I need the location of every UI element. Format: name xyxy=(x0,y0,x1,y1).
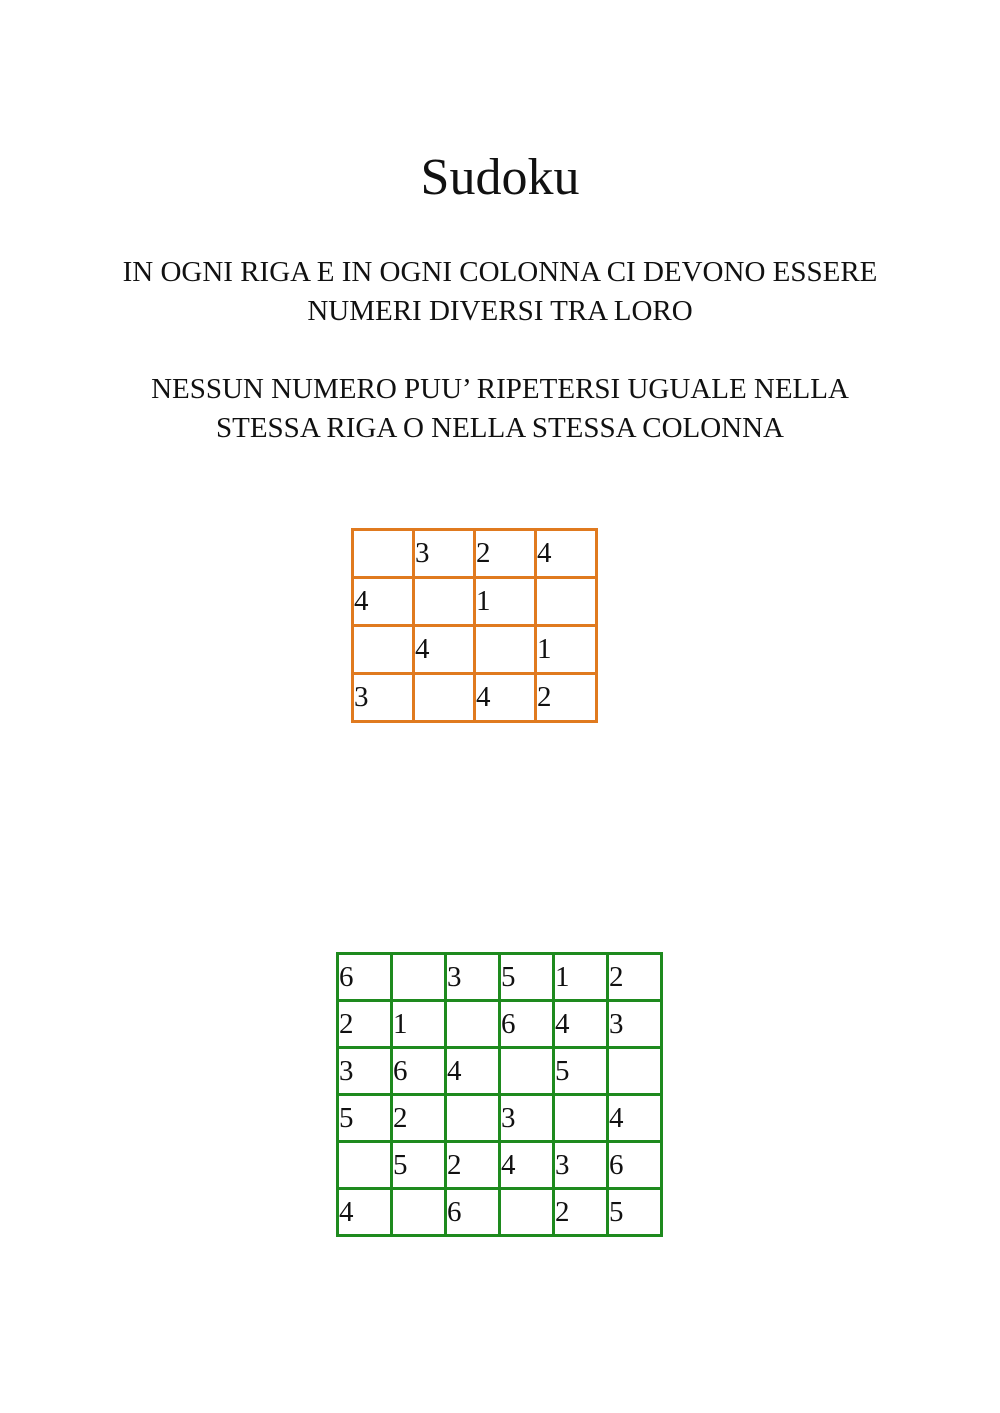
grid4-cell[interactable]: 3 xyxy=(353,674,414,722)
grid6-cell[interactable]: 2 xyxy=(554,1189,608,1236)
grid6-cell[interactable] xyxy=(338,1142,392,1189)
grid6-cell[interactable]: 5 xyxy=(500,954,554,1001)
grid4-cell[interactable]: 4 xyxy=(475,674,536,722)
grid6-cell[interactable] xyxy=(500,1048,554,1095)
page-title: Sudoku xyxy=(420,149,580,206)
grid6-cell[interactable]: 3 xyxy=(608,1001,662,1048)
grid6-cell[interactable]: 4 xyxy=(446,1048,500,1095)
rule-1-line-2: NUMERI DIVERSI TRA LORO xyxy=(307,295,693,327)
grid4-cell[interactable]: 4 xyxy=(353,578,414,626)
grid6-cell[interactable] xyxy=(500,1189,554,1236)
grid6-row xyxy=(338,1048,662,1095)
grid6-cell[interactable]: 3 xyxy=(338,1048,392,1095)
grid6-cell[interactable]: 6 xyxy=(392,1048,446,1095)
grid6-cell[interactable]: 5 xyxy=(392,1142,446,1189)
grid6-cell[interactable]: 4 xyxy=(554,1001,608,1048)
grid6-cell[interactable]: 1 xyxy=(554,954,608,1001)
grid6-cell[interactable]: 5 xyxy=(338,1095,392,1142)
grid4-cell[interactable]: 2 xyxy=(536,674,597,722)
grid6-cell[interactable] xyxy=(608,1048,662,1095)
grid6-cell[interactable]: 6 xyxy=(500,1001,554,1048)
grid6-cell[interactable]: 4 xyxy=(500,1142,554,1189)
rule-1-line-1: IN OGNI RIGA E IN OGNI COLONNA CI DEVONO ESSERE xyxy=(122,256,878,288)
grid4-cell[interactable] xyxy=(536,578,597,626)
grid4-cell[interactable] xyxy=(353,530,414,578)
grid6-cell[interactable]: 3 xyxy=(446,954,500,1001)
grid6-cell[interactable]: 2 xyxy=(392,1095,446,1142)
grid4-cell[interactable]: 1 xyxy=(536,626,597,674)
grid6-cell[interactable]: 5 xyxy=(608,1189,662,1236)
grid4-cell[interactable]: 2 xyxy=(475,530,536,578)
grid6-cell[interactable]: 2 xyxy=(338,1001,392,1048)
grid6-cell[interactable] xyxy=(554,1095,608,1142)
grid6-row xyxy=(338,954,662,1001)
grid4-row xyxy=(353,578,597,626)
grid4-row xyxy=(353,530,597,578)
sudoku-grid-6x6 xyxy=(336,952,663,1237)
sudoku-grid-4x4 xyxy=(351,528,598,723)
grid6-cell[interactable] xyxy=(446,1001,500,1048)
grid4-row xyxy=(353,626,597,674)
grid4-cell[interactable]: 3 xyxy=(414,530,475,578)
rule-2 xyxy=(0,370,1000,448)
rule-1 xyxy=(0,253,1000,331)
grid6-row xyxy=(338,1142,662,1189)
grid6-cell[interactable]: 5 xyxy=(554,1048,608,1095)
grid6-cell[interactable]: 2 xyxy=(608,954,662,1001)
grid6-cell[interactable]: 1 xyxy=(392,1001,446,1048)
grid6-cell[interactable]: 3 xyxy=(554,1142,608,1189)
grid4-cell[interactable] xyxy=(475,626,536,674)
rule-2-line-1: NESSUN NUMERO PUU’ RIPETERSI UGUALE NELLA xyxy=(151,373,849,405)
grid6-cell[interactable]: 6 xyxy=(338,954,392,1001)
grid4-cell[interactable]: 1 xyxy=(475,578,536,626)
grid6-cell[interactable]: 6 xyxy=(608,1142,662,1189)
grid4-cell[interactable]: 4 xyxy=(536,530,597,578)
grid6-cell[interactable] xyxy=(392,954,446,1001)
grid6-cell[interactable] xyxy=(446,1095,500,1142)
grid6-row xyxy=(338,1001,662,1048)
grid6-cell[interactable]: 4 xyxy=(608,1095,662,1142)
grid6-row xyxy=(338,1189,662,1236)
grid6-cell[interactable]: 3 xyxy=(500,1095,554,1142)
grid6-cell[interactable] xyxy=(392,1189,446,1236)
grid4-row xyxy=(353,674,597,722)
grid6-cell[interactable]: 6 xyxy=(446,1189,500,1236)
grid4-cell[interactable] xyxy=(414,674,475,722)
grid6-row xyxy=(338,1095,662,1142)
grid4-cell[interactable] xyxy=(353,626,414,674)
grid6-cell[interactable]: 2 xyxy=(446,1142,500,1189)
grid4-cell[interactable] xyxy=(414,578,475,626)
grid4-cell[interactable]: 4 xyxy=(414,626,475,674)
grid6-cell[interactable]: 4 xyxy=(338,1189,392,1236)
rule-2-line-2: STESSA RIGA O NELLA STESSA COLONNA xyxy=(216,412,784,444)
